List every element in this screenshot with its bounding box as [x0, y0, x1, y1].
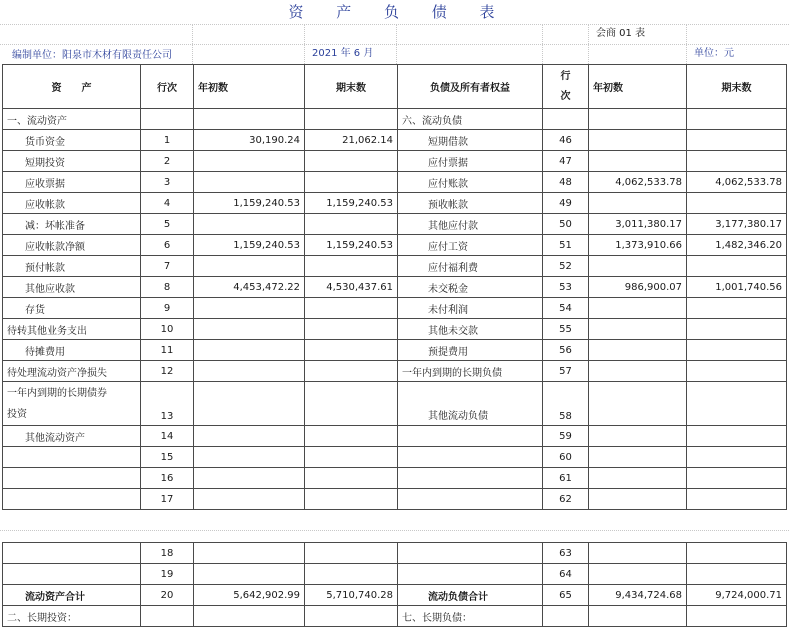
- liability-begin-value: 3,011,380.17: [589, 214, 687, 235]
- header-row-no: 行次: [141, 65, 194, 109]
- liability-begin-value: [589, 340, 687, 361]
- asset-row-no: 10: [141, 319, 194, 340]
- asset-end-value: [305, 319, 398, 340]
- liability-name: [398, 543, 543, 564]
- liability-row-no: 46: [543, 130, 589, 151]
- gridline: [304, 24, 305, 64]
- asset-name: 其他流动资产: [3, 426, 141, 447]
- asset-name-line1: 一年内到期的长期债券: [7, 387, 107, 399]
- gridline: [192, 24, 193, 64]
- asset-row-no: 8: [141, 277, 194, 298]
- asset-row-no: 11: [141, 340, 194, 361]
- asset-row-no: 4: [141, 193, 194, 214]
- liability-row-no: 49: [543, 193, 589, 214]
- header-end-2: 期末数: [687, 65, 787, 109]
- liability-end-value: [687, 298, 787, 319]
- asset-begin-value: [194, 468, 305, 489]
- asset-row-no: 1: [141, 130, 194, 151]
- liability-end-value: [687, 256, 787, 277]
- liability-begin-value: [589, 256, 687, 277]
- asset-begin-value: [194, 543, 305, 564]
- asset-row-no: 12: [141, 361, 194, 382]
- liability-row-no: 47: [543, 151, 589, 172]
- table-row: [3, 256, 787, 277]
- liability-end-value: [687, 193, 787, 214]
- liability-begin-value: [589, 426, 687, 447]
- asset-begin-value: [194, 489, 305, 510]
- liability-row-no: [543, 606, 589, 627]
- asset-begin-value: [194, 564, 305, 585]
- asset-row-no: 16: [141, 468, 194, 489]
- liability-begin-value: [589, 489, 687, 510]
- liability-begin-value: [589, 382, 687, 426]
- asset-end-value: 1,159,240.53: [305, 193, 398, 214]
- liability-end-value: [687, 606, 787, 627]
- asset-end-value: [305, 256, 398, 277]
- liability-name: 其他未交款: [398, 319, 543, 340]
- liability-name: [398, 447, 543, 468]
- table-row: [3, 585, 787, 606]
- asset-begin-value: 1,159,240.53: [194, 193, 305, 214]
- asset-row-no: [141, 606, 194, 627]
- asset-name: [3, 543, 141, 564]
- table-row: [3, 340, 787, 361]
- table-row: [3, 298, 787, 319]
- asset-end-value: [305, 172, 398, 193]
- asset-row-no: 13: [141, 382, 194, 426]
- liability-begin-value: [589, 468, 687, 489]
- asset-end-value: [305, 151, 398, 172]
- liability-name: [398, 426, 543, 447]
- asset-name: 应收帐款: [3, 193, 141, 214]
- asset-row-no: 3: [141, 172, 194, 193]
- liability-begin-value: [589, 130, 687, 151]
- liability-row-no: 62: [543, 489, 589, 510]
- liability-begin-value: [589, 361, 687, 382]
- asset-begin-value: 4,453,472.22: [194, 277, 305, 298]
- liability-begin-value: [589, 109, 687, 130]
- liability-begin-value: [589, 298, 687, 319]
- asset-end-value: [305, 468, 398, 489]
- liability-name: 一年内到期的长期负债: [398, 361, 543, 382]
- sheet-title: 资 产 负 债 表: [288, 3, 509, 21]
- liability-begin-value: [589, 319, 687, 340]
- asset-begin-value: [194, 172, 305, 193]
- asset-name: 存货: [3, 298, 141, 319]
- liability-row-no: 48: [543, 172, 589, 193]
- asset-end-value: [305, 214, 398, 235]
- gridline: [0, 44, 789, 45]
- liability-begin-value: 9,434,724.68: [589, 585, 687, 606]
- header-row-no-2-bottom: 次: [560, 90, 571, 102]
- table-row: [3, 319, 787, 340]
- liability-name: 未交税金: [398, 277, 543, 298]
- asset-name: [3, 489, 141, 510]
- liability-row-no: 64: [543, 564, 589, 585]
- asset-row-no: 7: [141, 256, 194, 277]
- liability-begin-value: 4,062,533.78: [589, 172, 687, 193]
- gridline: [0, 24, 789, 25]
- asset-name: 应收帐款净额: [3, 235, 141, 256]
- asset-name: 待摊费用: [3, 340, 141, 361]
- asset-begin-value: 1,159,240.53: [194, 235, 305, 256]
- gridline: [396, 24, 397, 64]
- asset-name: 一、流动资产: [3, 109, 141, 130]
- liability-begin-value: [589, 564, 687, 585]
- gridline: [0, 530, 789, 531]
- asset-end-value: 1,159,240.53: [305, 235, 398, 256]
- liability-end-value: 1,482,346.20: [687, 235, 787, 256]
- asset-begin-value: 5,642,902.99: [194, 585, 305, 606]
- table-row: [3, 382, 787, 426]
- header-begin-2: 年初数: [589, 65, 687, 109]
- liability-begin-value: [589, 606, 687, 627]
- liability-name: 未付利润: [398, 298, 543, 319]
- table-row: [3, 277, 787, 298]
- table-row: [3, 489, 787, 510]
- asset-end-value: [305, 543, 398, 564]
- asset-end-value: [305, 564, 398, 585]
- liability-end-value: [687, 382, 787, 426]
- asset-begin-value: [194, 151, 305, 172]
- asset-name: 二、长期投资：: [3, 606, 141, 627]
- asset-name: 待转其他业务支出: [3, 319, 141, 340]
- liability-name: 应付工资: [398, 235, 543, 256]
- asset-end-value: 5,710,740.28: [305, 585, 398, 606]
- asset-name: 货币资金: [3, 130, 141, 151]
- asset-end-value: [305, 109, 398, 130]
- asset-begin-value: [194, 256, 305, 277]
- asset-name: 待处理流动资产净损失: [3, 361, 141, 382]
- liability-row-no: 61: [543, 468, 589, 489]
- table-row: [3, 361, 787, 382]
- asset-name: 应收票据: [3, 172, 141, 193]
- asset-begin-value: [194, 340, 305, 361]
- asset-row-no: [141, 109, 194, 130]
- liability-end-value: [687, 319, 787, 340]
- asset-row-no: 2: [141, 151, 194, 172]
- table-row: [3, 235, 787, 256]
- liability-name: 应付票据: [398, 151, 543, 172]
- liability-name: 预收帐款: [398, 193, 543, 214]
- liability-name: 短期借款: [398, 130, 543, 151]
- liability-row-no: 65: [543, 585, 589, 606]
- liability-row-no: 50: [543, 214, 589, 235]
- asset-begin-value: [194, 426, 305, 447]
- asset-end-value: 21,062.14: [305, 130, 398, 151]
- liability-name: [398, 489, 543, 510]
- liability-name: [398, 468, 543, 489]
- liability-end-value: [687, 489, 787, 510]
- asset-begin-value: [194, 109, 305, 130]
- asset-name-line2: 投资: [7, 408, 27, 420]
- currency-unit: 单位：元: [694, 48, 734, 59]
- asset-name: 预付帐款: [3, 256, 141, 277]
- liability-row-no: 52: [543, 256, 589, 277]
- asset-name: 短期投资: [3, 151, 141, 172]
- liability-name: 应付福利费: [398, 256, 543, 277]
- asset-row-no: 19: [141, 564, 194, 585]
- asset-begin-value: [194, 298, 305, 319]
- asset-name: [3, 382, 141, 426]
- asset-name: [3, 447, 141, 468]
- liability-end-value: [687, 130, 787, 151]
- liability-row-no: 55: [543, 319, 589, 340]
- asset-begin-value: 30,190.24: [194, 130, 305, 151]
- reporting-entity: 编制单位：阳泉市木材有限责任公司: [12, 50, 172, 61]
- table-row: [3, 130, 787, 151]
- asset-row-no: 9: [141, 298, 194, 319]
- asset-row-no: 6: [141, 235, 194, 256]
- gridline: [686, 24, 687, 64]
- liability-begin-value: [589, 543, 687, 564]
- balance-sheet-table: [2, 64, 787, 510]
- liability-end-value: [687, 564, 787, 585]
- asset-name: 减：坏帐准备: [3, 214, 141, 235]
- table-row: [3, 193, 787, 214]
- asset-row-no: 20: [141, 585, 194, 606]
- table-row: [3, 447, 787, 468]
- gridline: [542, 24, 543, 64]
- liability-row-no: [543, 109, 589, 130]
- table-row: [3, 426, 787, 447]
- liability-begin-value: [589, 151, 687, 172]
- asset-begin-value: [194, 382, 305, 426]
- asset-row-no: 15: [141, 447, 194, 468]
- asset-end-value: [305, 426, 398, 447]
- form-number: 会商 01 表: [596, 28, 646, 39]
- table-row: [3, 543, 787, 564]
- header-liabilities: 负债及所有者权益: [398, 65, 543, 109]
- liability-end-value: [687, 543, 787, 564]
- liability-end-value: [687, 340, 787, 361]
- liability-row-no: 59: [543, 426, 589, 447]
- asset-end-value: 4,530,437.61: [305, 277, 398, 298]
- asset-end-value: [305, 606, 398, 627]
- asset-name: 其他应收款: [3, 277, 141, 298]
- header-row: [3, 65, 787, 109]
- asset-begin-value: [194, 214, 305, 235]
- liability-end-value: [687, 468, 787, 489]
- asset-begin-value: [194, 319, 305, 340]
- asset-name: [3, 468, 141, 489]
- liability-end-value: [687, 361, 787, 382]
- asset-end-value: [305, 361, 398, 382]
- header-row-no-2: [543, 65, 589, 109]
- liability-name: [398, 564, 543, 585]
- liability-end-value: [687, 426, 787, 447]
- liability-begin-value: [589, 193, 687, 214]
- report-period: 2021 年 6 月: [312, 48, 374, 59]
- table-row: [3, 468, 787, 489]
- liability-end-value: [687, 447, 787, 468]
- asset-end-value: [305, 382, 398, 426]
- asset-name: 流动资产合计: [3, 585, 141, 606]
- liability-end-value: [687, 151, 787, 172]
- liability-end-value: 9,724,000.71: [687, 585, 787, 606]
- asset-begin-value: [194, 361, 305, 382]
- asset-name: [3, 564, 141, 585]
- asset-end-value: [305, 298, 398, 319]
- header-asset: 资 产: [3, 65, 141, 109]
- liability-name: 其他应付款: [398, 214, 543, 235]
- asset-begin-value: [194, 606, 305, 627]
- liability-name: 其他流动负债: [398, 382, 543, 426]
- liability-begin-value: 986,900.07: [589, 277, 687, 298]
- table-row: [3, 172, 787, 193]
- liability-end-value: 1,001,740.56: [687, 277, 787, 298]
- table-row: [3, 109, 787, 130]
- liability-row-no: 58: [543, 382, 589, 426]
- liability-name: 应付账款: [398, 172, 543, 193]
- balance-sheet-table-continued: [2, 542, 787, 627]
- liability-begin-value: [589, 447, 687, 468]
- table-row: [3, 151, 787, 172]
- asset-begin-value: [194, 447, 305, 468]
- liability-name: 七、长期负债：: [398, 606, 543, 627]
- liability-begin-value: 1,373,910.66: [589, 235, 687, 256]
- asset-row-no: 17: [141, 489, 194, 510]
- table-row: [3, 606, 787, 627]
- liability-name: 预提费用: [398, 340, 543, 361]
- gridline: [588, 24, 589, 64]
- liability-end-value: [687, 109, 787, 130]
- header-end: 期末数: [305, 65, 398, 109]
- asset-row-no: 5: [141, 214, 194, 235]
- table-row: [3, 564, 787, 585]
- header-begin: 年初数: [194, 65, 305, 109]
- liability-row-no: 60: [543, 447, 589, 468]
- liability-end-value: 3,177,380.17: [687, 214, 787, 235]
- liability-end-value: 4,062,533.78: [687, 172, 787, 193]
- liability-name: 六、流动负债: [398, 109, 543, 130]
- asset-end-value: [305, 489, 398, 510]
- liability-row-no: 57: [543, 361, 589, 382]
- asset-end-value: [305, 447, 398, 468]
- liability-row-no: 54: [543, 298, 589, 319]
- liability-name: 流动负债合计: [398, 585, 543, 606]
- asset-row-no: 18: [141, 543, 194, 564]
- table-row: [3, 214, 787, 235]
- liability-row-no: 56: [543, 340, 589, 361]
- liability-row-no: 63: [543, 543, 589, 564]
- liability-row-no: 53: [543, 277, 589, 298]
- header-row-no-2-top: 行: [560, 70, 571, 82]
- asset-row-no: 14: [141, 426, 194, 447]
- liability-row-no: 51: [543, 235, 589, 256]
- asset-end-value: [305, 340, 398, 361]
